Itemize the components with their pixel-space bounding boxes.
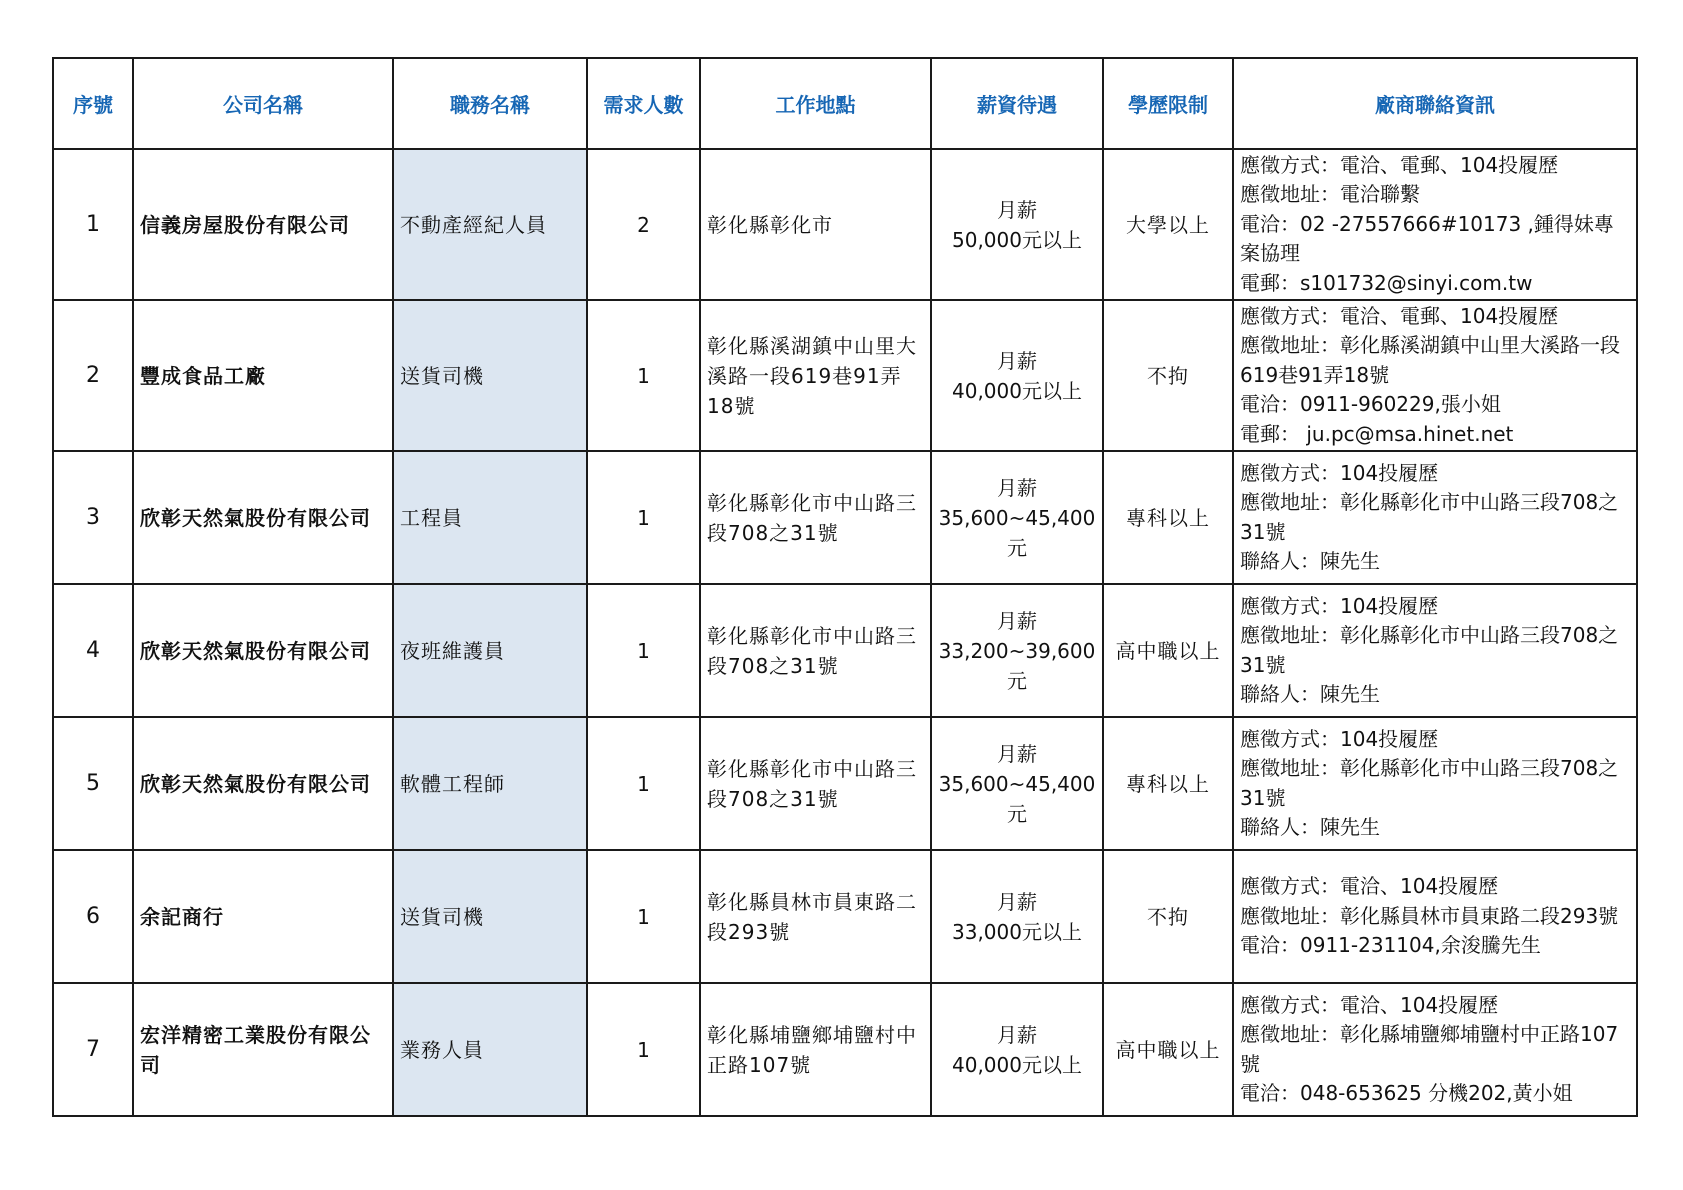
salary-line-2: 35,600~45,400 [938,771,1096,796]
salary-line-2: 40,000元以上 [952,378,1082,403]
contact-line: 聯絡人：陳先生 [1240,815,1380,839]
contact-line: 應徵方式：電洽、104投履歷 [1240,874,1499,899]
row-salary [931,451,1103,584]
table-header-row [53,58,1637,149]
salary-line-2: 50,000元以上 [952,227,1082,252]
row-salary [931,300,1103,451]
row-contact-info [1233,850,1637,983]
row-job-title: 送貨司機 [393,850,587,983]
row-education: 專科以上 [1103,717,1233,850]
header-company: 公司名稱 [133,58,393,149]
row-headcount: 1 [587,584,700,717]
table-row [53,149,1637,300]
header-salary: 薪資待遇 [931,58,1103,149]
salary-line-3: 元 [1007,801,1027,826]
row-company: 欣彰天然氣股份有限公司 [133,584,393,717]
header-location: 工作地點 [700,58,931,149]
row-headcount: 1 [587,451,700,584]
row-contact-info [1233,451,1637,584]
row-salary [931,584,1103,717]
row-education: 不拘 [1103,300,1233,451]
salary-line-1: 月薪 [997,889,1037,914]
contact-line: 應徵地址：彰化縣員林市員東路二段293號 [1240,903,1619,928]
row-seq: 6 [53,850,133,983]
row-salary [931,983,1103,1116]
row-location: 彰化縣彰化市中山路三段708之31號 [700,584,931,717]
row-headcount: 1 [587,300,700,451]
row-job-title: 業務人員 [393,983,587,1116]
row-salary [931,717,1103,850]
row-company: 宏洋精密工業股份有限公司 [133,983,393,1116]
header-contact: 廠商聯絡資訊 [1233,58,1637,149]
salary-line-1: 月薪 [997,197,1037,222]
contact-line: 電洽：0911-960229,張小姐 [1240,392,1501,417]
salary-line-2: 33,200~39,600 [938,638,1096,663]
row-company: 信義房屋股份有限公司 [133,149,393,300]
contact-line: 應徵方式：電洽、電郵、104投履歷 [1240,303,1559,328]
contact-line: 應徵方式：電洽、電郵、104投履歷 [1240,152,1559,177]
contact-line: 應徵方式：104投履歷 [1240,593,1439,618]
row-contact-info [1233,584,1637,717]
row-education: 大學以上 [1103,149,1233,300]
header-education: 學歷限制 [1103,58,1233,149]
row-contact-info [1233,149,1637,300]
contact-line: 電郵： ju.pc@msa.hinet.net [1240,421,1514,446]
contact-line: 聯絡人：陳先生 [1240,549,1380,573]
table-row [53,300,1637,451]
row-job-title: 不動產經紀人員 [393,149,587,300]
header-seq: 序號 [53,58,133,149]
row-headcount: 1 [587,717,700,850]
row-contact-info [1233,300,1637,451]
contact-line: 電洽：0911-231104,余浚騰先生 [1240,933,1541,958]
job-listing-table [52,57,1638,1117]
row-contact-info [1233,717,1637,850]
contact-line: 應徵方式：電洽、104投履歷 [1240,992,1499,1017]
salary-line-3: 元 [1007,668,1027,693]
row-headcount: 2 [587,149,700,300]
contact-line: 電洽：02 -27557666#10173 ,鍾得妹專案協理 [1240,211,1614,266]
contact-line: 應徵方式：104投履歷 [1240,460,1439,485]
row-headcount: 1 [587,983,700,1116]
table-row [53,584,1637,717]
contact-line: 電洽：048-653625 分機202,黃小姐 [1240,1081,1573,1105]
salary-line-1: 月薪 [997,741,1037,766]
row-job-title: 夜班維護員 [393,584,587,717]
row-seq: 7 [53,983,133,1116]
table-row [53,983,1637,1116]
header-count: 需求人數 [587,58,700,149]
contact-line: 聯絡人：陳先生 [1240,682,1380,706]
table-row [53,850,1637,983]
salary-line-1: 月薪 [997,608,1037,633]
row-location: 彰化縣彰化市中山路三段708之31號 [700,717,931,850]
contact-line: 應徵地址：彰化縣溪湖鎮中山里大溪路一段619巷91弄18號 [1240,333,1620,387]
row-education: 專科以上 [1103,451,1233,584]
row-job-title: 軟體工程師 [393,717,587,850]
row-seq: 3 [53,451,133,584]
row-company: 欣彰天然氣股份有限公司 [133,717,393,850]
row-location: 彰化縣埔鹽鄉埔鹽村中正路107號 [700,983,931,1116]
salary-line-1: 月薪 [997,475,1037,500]
row-location: 彰化縣溪湖鎮中山里大溪路一段619巷91弄18號 [700,300,931,451]
header-job: 職務名稱 [393,58,587,149]
row-job-title: 送貨司機 [393,300,587,451]
row-location: 彰化縣員林市員東路二段293號 [700,850,931,983]
salary-line-2: 40,000元以上 [952,1052,1082,1077]
salary-line-1: 月薪 [997,348,1037,373]
row-education: 高中職以上 [1103,983,1233,1116]
row-location: 彰化縣彰化市中山路三段708之31號 [700,451,931,584]
contact-line: 應徵地址：彰化縣彰化市中山路三段708之31號 [1240,623,1619,677]
contact-line: 應徵地址：彰化縣彰化市中山路三段708之31號 [1240,490,1619,544]
row-contact-info [1233,983,1637,1116]
table-row [53,451,1637,584]
contact-line: 應徵方式：104投履歷 [1240,726,1439,751]
row-salary [931,850,1103,983]
row-education: 高中職以上 [1103,584,1233,717]
row-company: 豐成食品工廠 [133,300,393,451]
salary-line-3: 元 [1007,535,1027,560]
row-job-title: 工程員 [393,451,587,584]
row-seq: 5 [53,717,133,850]
salary-line-2: 33,000元以上 [952,919,1082,944]
contact-line: 電郵：s101732@sinyi.com.tw [1240,270,1533,295]
row-education: 不拘 [1103,850,1233,983]
contact-line: 應徵地址：彰化縣埔鹽鄉埔鹽村中正路107號 [1240,1022,1619,1076]
row-seq: 4 [53,584,133,717]
table-body [53,149,1637,1116]
table-row [53,717,1637,850]
row-company: 欣彰天然氣股份有限公司 [133,451,393,584]
row-location: 彰化縣彰化市 [700,149,931,300]
row-headcount: 1 [587,850,700,983]
row-seq: 2 [53,300,133,451]
row-salary [931,149,1103,300]
row-seq: 1 [53,149,133,300]
contact-line: 應徵地址：彰化縣彰化市中山路三段708之31號 [1240,756,1619,810]
row-company: 余記商行 [133,850,393,983]
contact-line: 應徵地址：電洽聯繫 [1240,182,1420,207]
salary-line-1: 月薪 [997,1022,1037,1047]
salary-line-2: 35,600~45,400 [938,505,1096,530]
